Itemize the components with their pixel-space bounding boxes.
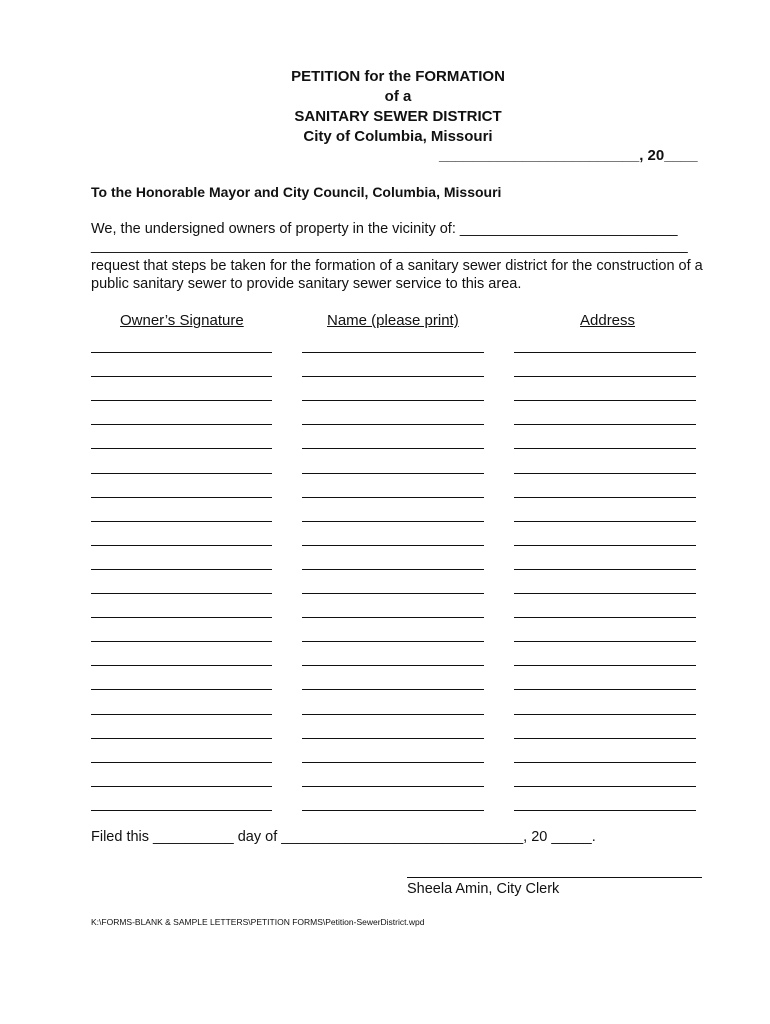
signature-entry-line[interactable] [91, 521, 272, 522]
name-entry-line[interactable] [302, 786, 484, 787]
signature-entry-line[interactable] [91, 665, 272, 666]
signature-entry-line[interactable] [91, 762, 272, 763]
address-entry-line[interactable] [514, 786, 696, 787]
date-blank[interactable]: ________________________, 20____ [439, 147, 698, 164]
column-header-name: Name (please print) [327, 312, 459, 329]
title-line-1: PETITION for the FORMATION [291, 68, 505, 85]
name-entry-line[interactable] [302, 352, 484, 353]
name-entry-line[interactable] [302, 714, 484, 715]
signature-entry-line[interactable] [91, 400, 272, 401]
address-entry-line[interactable] [514, 689, 696, 690]
name-entry-line[interactable] [302, 473, 484, 474]
address-entry-line[interactable] [514, 473, 696, 474]
address-entry-line[interactable] [514, 352, 696, 353]
document-title [0, 67, 770, 147]
signature-entry-line[interactable] [91, 448, 272, 449]
signature-entry-line[interactable] [91, 714, 272, 715]
name-entry-line[interactable] [302, 641, 484, 642]
name-entry-line[interactable] [302, 593, 484, 594]
signature-entry-line[interactable] [91, 689, 272, 690]
name-entry-line[interactable] [302, 545, 484, 546]
signature-entry-line[interactable] [91, 593, 272, 594]
signature-entry-line[interactable] [91, 738, 272, 739]
title-line-2: of a [384, 88, 412, 105]
name-entry-line[interactable] [302, 448, 484, 449]
address-entry-line[interactable] [514, 424, 696, 425]
address-entry-line[interactable] [514, 400, 696, 401]
name-entry-line[interactable] [302, 497, 484, 498]
title-line-3: SANITARY SEWER DISTRICT [294, 108, 502, 125]
name-entry-line[interactable] [302, 689, 484, 690]
name-entry-line[interactable] [302, 665, 484, 666]
signature-entry-line[interactable] [91, 376, 272, 377]
address-entry-line[interactable] [514, 376, 696, 377]
filed-line[interactable]: Filed this __________ day of ______________________________, 20 _____. [91, 829, 596, 845]
name-entry-line[interactable] [302, 521, 484, 522]
signature-entry-line[interactable] [91, 569, 272, 570]
address-entry-line[interactable] [514, 448, 696, 449]
address-entry-line[interactable] [514, 810, 696, 811]
signature-entry-line[interactable] [91, 473, 272, 474]
file-path-footer: K:\FORMS-BLANK & SAMPLE LETTERS\PETITION FORMS\Petition-SewerDistrict.wpd [91, 917, 425, 927]
name-entry-line[interactable] [302, 424, 484, 425]
name-entry-line[interactable] [302, 617, 484, 618]
address-entry-line[interactable] [514, 521, 696, 522]
signature-entry-line[interactable] [91, 424, 272, 425]
signature-entry-line[interactable] [91, 497, 272, 498]
column-header-signature: Owner’s Signature [120, 312, 244, 329]
clerk-signature-line[interactable] [407, 877, 702, 878]
name-entry-line[interactable] [302, 810, 484, 811]
address-entry-line[interactable] [514, 738, 696, 739]
clerk-name: Sheela Amin, City Clerk [407, 881, 560, 897]
address-entry-line[interactable] [514, 569, 696, 570]
address-entry-line[interactable] [514, 617, 696, 618]
name-entry-line[interactable] [302, 400, 484, 401]
signature-entry-line[interactable] [91, 810, 272, 811]
signature-entry-line[interactable] [91, 617, 272, 618]
address-entry-line[interactable] [514, 497, 696, 498]
signature-entry-line[interactable] [91, 352, 272, 353]
address-entry-line[interactable] [514, 593, 696, 594]
vicinity-continuation-blank[interactable]: __________________________________________________________________________ [91, 238, 688, 254]
addressee-heading: To the Honorable Mayor and City Council, Columbia, Missouri [91, 184, 502, 200]
vicinity-line[interactable]: We, the undersigned owners of property in the vicinity of: ___________________________ [91, 221, 678, 237]
signature-entry-line[interactable] [91, 641, 272, 642]
name-entry-line[interactable] [302, 738, 484, 739]
address-entry-line[interactable] [514, 714, 696, 715]
signature-entry-line[interactable] [91, 545, 272, 546]
request-paragraph: request that steps be taken for the formation of a sanitary sewer district for the construction of a public sanitary sewer to provide sanitary sewer service to this area. [91, 258, 703, 292]
name-entry-line[interactable] [302, 569, 484, 570]
address-entry-line[interactable] [514, 762, 696, 763]
name-entry-line[interactable] [302, 762, 484, 763]
address-entry-line[interactable] [514, 641, 696, 642]
title-line-4: City of Columbia, Missouri [303, 128, 493, 145]
address-entry-line[interactable] [514, 545, 696, 546]
column-header-address: Address [580, 312, 636, 329]
address-entry-line[interactable] [514, 665, 696, 666]
signature-entry-line[interactable] [91, 786, 272, 787]
name-entry-line[interactable] [302, 376, 484, 377]
